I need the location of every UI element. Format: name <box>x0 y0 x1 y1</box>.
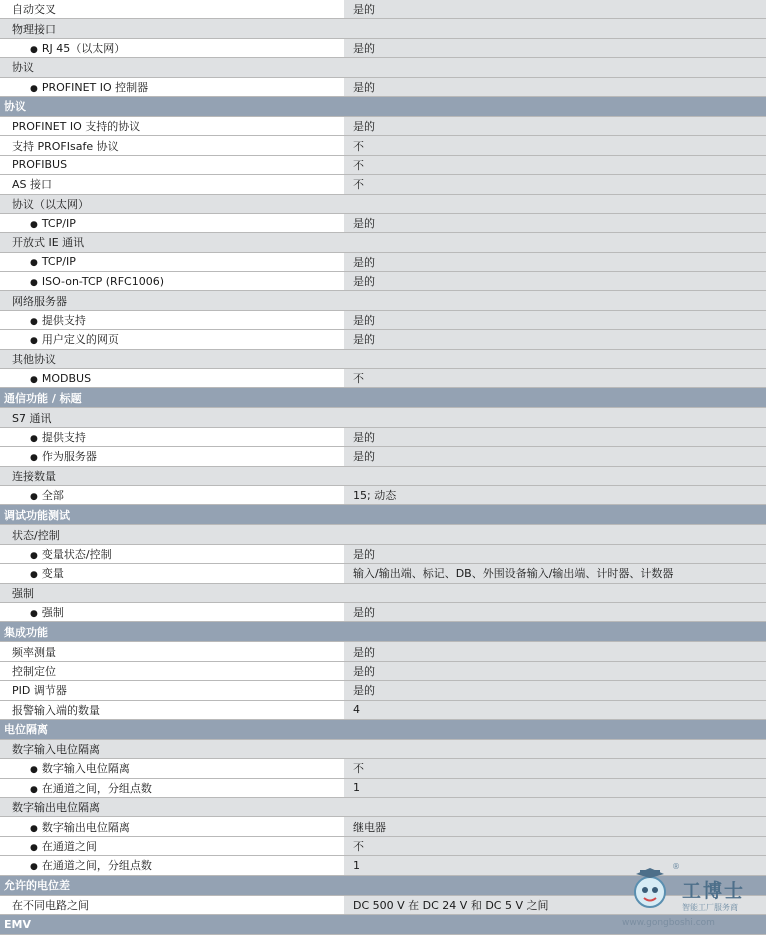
row-label <box>0 760 343 776</box>
group-label: 网络服务器 <box>12 294 67 308</box>
row-label-text: RJ 45（以太网） <box>41 41 126 55</box>
row-label <box>0 429 343 445</box>
row-value: 不 <box>343 837 766 855</box>
row-value: 是的 <box>343 272 766 290</box>
row-value: 不 <box>343 136 766 154</box>
table-row <box>0 662 766 681</box>
row-label-text: 支持 PROFIsafe 协议 <box>12 139 119 153</box>
group-row <box>0 525 766 544</box>
group-row <box>0 195 766 214</box>
row-label <box>0 663 343 679</box>
row-label-text: MODBUS <box>41 371 92 385</box>
row-label <box>0 682 343 698</box>
row-value: 不 <box>343 175 766 193</box>
row-label <box>0 448 343 464</box>
row-value: 4 <box>343 701 766 719</box>
row-label-text: PID 调节器 <box>12 684 67 698</box>
table-row <box>0 837 766 856</box>
row-label-text: 报警输入端的数量 <box>12 703 100 717</box>
row-label <box>0 897 343 913</box>
row-label-text: 强制 <box>41 606 64 620</box>
row-label <box>0 838 343 854</box>
section-header: 集成功能 <box>0 622 766 642</box>
row-label <box>0 138 343 154</box>
section-header: 调试功能测试 <box>0 505 766 525</box>
row-label <box>0 372 343 385</box>
row-label-text: TCP/IP <box>41 216 76 230</box>
table-row <box>0 175 766 194</box>
row-value: 是的 <box>343 78 766 96</box>
row-label-text: 在不同电路之间 <box>12 898 89 912</box>
bullet-icon: ● <box>30 434 38 444</box>
row-label-text: PROFINET IO 控制器 <box>41 80 149 94</box>
group-label: 开放式 IE 通讯 <box>12 236 85 250</box>
group-row <box>0 798 766 817</box>
section-header: 协议 <box>0 97 766 117</box>
bullet-icon: ● <box>30 609 38 620</box>
row-label <box>0 118 343 134</box>
row-label-text: 作为服务器 <box>41 450 97 464</box>
group-label: 状态/控制 <box>12 528 60 542</box>
row-label <box>0 565 343 581</box>
bullet-icon: ● <box>30 765 38 776</box>
row-value: 是的 <box>343 642 766 660</box>
row-value: DC 500 V 在 DC 24 V 和 DC 5 V 之间 <box>343 896 766 914</box>
row-label-text: 数字输入电位隔离 <box>41 762 130 776</box>
row-label <box>0 546 343 562</box>
row-value: 15; 动态 <box>343 486 766 504</box>
table-row <box>0 642 766 661</box>
group-label: 强制 <box>12 586 34 600</box>
row-label <box>0 79 343 95</box>
row-label-text: PROFIBUS <box>12 158 68 172</box>
table-row <box>0 701 766 720</box>
table-row <box>0 759 766 778</box>
row-label-text: 控制定位 <box>12 664 56 678</box>
row-label <box>0 702 343 718</box>
section-header: 允许的电位差 <box>0 876 766 896</box>
table-row <box>0 136 766 155</box>
section-header: EMV <box>0 915 766 935</box>
table-row <box>0 311 766 330</box>
group-label: 其他协议 <box>12 352 56 366</box>
row-value: 是的 <box>343 603 766 621</box>
group-label: 协议（以太网） <box>12 197 89 211</box>
group-label: 协议 <box>12 61 34 75</box>
table-row <box>0 117 766 136</box>
row-value: 是的 <box>343 311 766 329</box>
bullet-icon: ● <box>30 219 38 230</box>
watermark-logo <box>622 862 766 928</box>
table-row <box>0 486 766 505</box>
row-label-text: 全部 <box>41 489 64 503</box>
row-label <box>0 255 343 268</box>
table-row <box>0 447 766 466</box>
row-label <box>0 176 343 192</box>
row-label-text: 用户定义的网页 <box>41 333 119 347</box>
row-label-text: 频率测量 <box>12 645 56 659</box>
table-row <box>0 39 766 58</box>
row-value: 不 <box>343 759 766 777</box>
bullet-icon: ● <box>30 44 38 55</box>
row-label <box>0 487 343 503</box>
table-row <box>0 545 766 564</box>
bullet-icon: ● <box>30 492 38 503</box>
bullet-icon: ● <box>30 784 38 795</box>
table-row <box>0 253 766 272</box>
row-label <box>0 604 343 620</box>
row-label-text: 在通道之间 <box>41 840 97 854</box>
row-label <box>0 331 343 347</box>
row-value: 是的 <box>343 662 766 680</box>
bullet-icon: ● <box>30 258 38 269</box>
group-row <box>0 408 766 427</box>
row-value: 是的 <box>343 39 766 57</box>
row-label-text: 提供支持 <box>41 431 86 444</box>
row-label-text: 变量 <box>41 567 64 581</box>
group-row <box>0 291 766 310</box>
row-label-text: 在通道之间，分组点数 <box>41 859 152 873</box>
row-label <box>0 857 343 873</box>
table-row <box>0 369 766 388</box>
row-value: 输入/输出端、标记、DB、外围设备输入/输出端、计时器、计数器 <box>343 564 766 582</box>
table-row <box>0 564 766 583</box>
table-row <box>0 817 766 836</box>
table-row <box>0 681 766 700</box>
table-row <box>0 272 766 291</box>
group-label: 数字输出电位隔离 <box>12 801 100 815</box>
row-value: 是的 <box>343 253 766 271</box>
row-label <box>0 819 343 835</box>
group-row <box>0 233 766 252</box>
row-label <box>0 158 343 171</box>
row-label <box>0 312 343 328</box>
row-value: 是的 <box>343 545 766 563</box>
row-label <box>0 217 343 230</box>
group-row <box>0 350 766 369</box>
row-value: 不 <box>343 369 766 387</box>
bullet-icon: ● <box>30 862 38 873</box>
row-value: 继电器 <box>343 817 766 835</box>
group-label: 连接数量 <box>12 469 56 483</box>
row-label <box>0 1 343 17</box>
group-row <box>0 467 766 486</box>
table-row <box>0 156 766 175</box>
watermark-tagline: 智能工厂服务商 <box>682 903 738 912</box>
bullet-icon: ● <box>30 570 38 581</box>
row-value: 不 <box>343 156 766 174</box>
group-row <box>0 58 766 77</box>
table-row <box>0 779 766 798</box>
row-value: 1 <box>343 779 766 797</box>
row-label-text: AS 接口 <box>12 178 53 192</box>
bullet-icon: ● <box>30 453 38 464</box>
row-label <box>0 275 343 288</box>
row-label-text: 数字输出电位隔离 <box>41 820 130 834</box>
row-label <box>0 40 343 56</box>
row-value: 是的 <box>343 117 766 135</box>
bullet-icon: ● <box>30 317 38 328</box>
row-label <box>0 780 343 796</box>
row-value: 是的 <box>343 681 766 699</box>
group-row <box>0 19 766 38</box>
bullet-icon: ● <box>30 336 38 347</box>
registered-mark: ® <box>672 862 680 871</box>
row-value: 1 <box>343 856 766 874</box>
row-label <box>0 644 343 660</box>
section-header: 电位隔离 <box>0 720 766 740</box>
table-row <box>0 78 766 97</box>
group-row <box>0 740 766 759</box>
row-value: 是的 <box>343 214 766 232</box>
group-row <box>0 584 766 603</box>
table-row <box>0 603 766 622</box>
row-value: 是的 <box>343 447 766 465</box>
row-value: 是的 <box>343 428 766 446</box>
row-label-text: ISO-on-TCP (RFC1006) <box>41 274 164 288</box>
section-header: 通信功能 / 标题 <box>0 388 766 408</box>
row-label-text: 自动交叉 <box>12 3 56 17</box>
row-label-text: 提供支持 <box>41 314 86 328</box>
bullet-icon: ● <box>30 277 38 288</box>
group-label: S7 通讯 <box>12 411 52 425</box>
watermark-brand: 工博士 <box>682 880 746 902</box>
row-label-text: TCP/IP <box>41 255 76 269</box>
table-row <box>0 0 766 19</box>
group-label: 数字输入电位隔离 <box>12 743 100 757</box>
bullet-icon: ● <box>30 843 38 854</box>
row-value: 是的 <box>343 330 766 348</box>
bullet-icon: ● <box>30 83 38 94</box>
row-label-text: 变量状态/控制 <box>41 547 112 561</box>
table-row <box>0 330 766 349</box>
bullet-icon: ● <box>30 550 38 561</box>
group-label: 物理接口 <box>12 22 56 36</box>
table-row <box>0 214 766 233</box>
row-label-text: 在通道之间，分组点数 <box>41 781 152 795</box>
row-label-text: PROFINET IO 支持的协议 <box>12 120 141 134</box>
bullet-icon: ● <box>30 374 38 385</box>
table-row <box>0 428 766 447</box>
row-value: 是的 <box>343 0 766 18</box>
watermark-url: www.gongboshi.com <box>622 918 715 928</box>
bullet-icon: ● <box>30 823 38 834</box>
